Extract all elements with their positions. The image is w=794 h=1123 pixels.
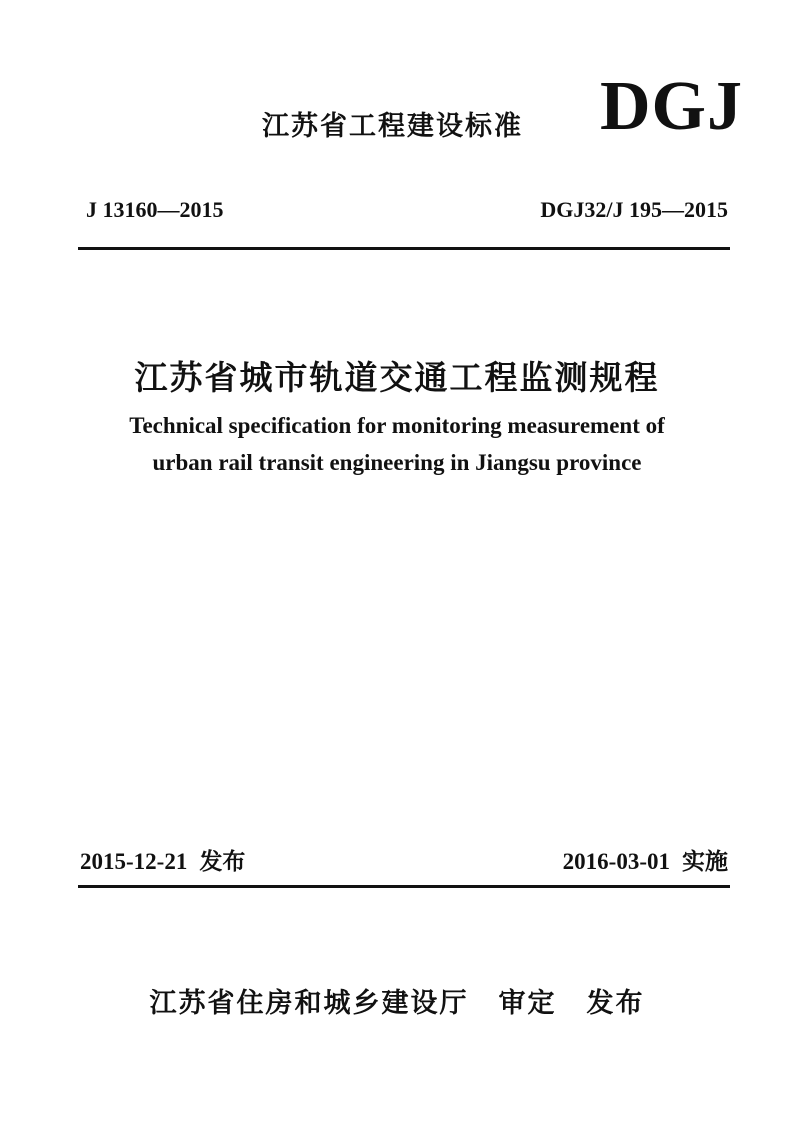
standard-number: DGJ32/J 195—2015 — [540, 197, 728, 222]
top-divider — [78, 247, 730, 250]
publisher-release: 发布 — [586, 988, 645, 1019]
effective-date: 2016-03-01 — [562, 849, 670, 874]
effective-label: 实施 — [682, 849, 728, 875]
issue-label: 发布 — [199, 849, 246, 875]
issue-date-block — [80, 843, 245, 876]
series-mark: DGJ — [600, 68, 743, 145]
issue-date: 2015-12-21 — [80, 849, 188, 874]
series-title: 江苏省工程建设标准 — [262, 111, 523, 142]
effective-date-block — [563, 843, 728, 876]
publisher-approval: 审定 — [498, 988, 557, 1019]
title-chinese: 江苏省城市轨道交通工程监测规程 — [134, 358, 660, 397]
title-english-line2: urban rail transit engineering in Jiangsu province — [152, 450, 642, 475]
bottom-divider — [78, 885, 730, 888]
publisher-line — [0, 981, 794, 1020]
publisher-authority: 江苏省住房和城乡建设厅 — [149, 988, 469, 1019]
record-number: J 13160—2015 — [86, 197, 224, 222]
title-english-line1: Technical specification for monitoring measurement of — [129, 413, 665, 438]
